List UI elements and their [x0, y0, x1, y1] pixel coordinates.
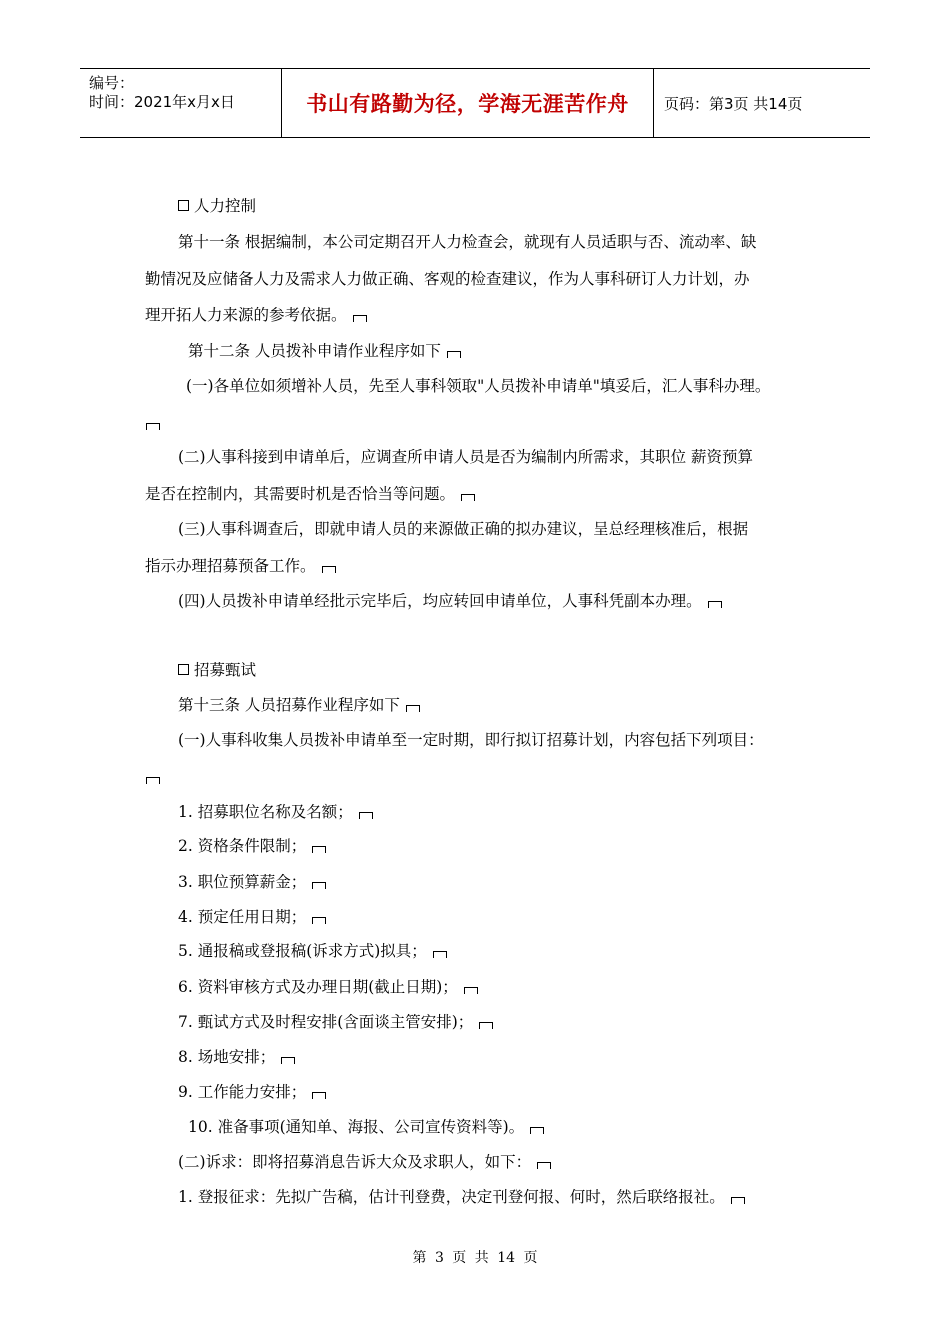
paragraph-mark-icon: [281, 1057, 295, 1064]
list-item: 2. 资格条件限制；: [178, 836, 326, 856]
paragraph-mark-icon: [433, 951, 447, 958]
paragraph-mark-icon: [530, 1127, 544, 1134]
section-heading-manpower-control: 人力控制: [178, 196, 256, 216]
body-line: 第十一条 根据编制，本公司定期召开人力检查会，就现有人员适职与否、流动率、缺: [178, 233, 757, 251]
body-line: (一)人事科收集人员拨补申请单至一定时期，即行拟订招募计划，内容包括下列项目：: [178, 731, 764, 749]
header-motto-cell: [282, 69, 654, 137]
section-heading-recruitment: 招募甄试: [178, 660, 256, 680]
paragraph-mark-icon: [312, 882, 326, 889]
checkbox-icon: [178, 200, 189, 211]
body-line: 理开拓人力来源的参考依据。: [145, 305, 367, 325]
paragraph-mark-icon: [447, 351, 461, 358]
body-line: (三)人事科调查后，即就申请人员的来源做正确的拟办建议，呈总经理核准后，根据: [178, 520, 749, 538]
paragraph-mark-icon: [731, 1197, 745, 1204]
list-item: 8. 场地安排；: [178, 1047, 295, 1067]
body-line: (四)人员拨补申请单经批示完毕后，均应转回申请单位，人事科凭副本办理。: [178, 591, 722, 611]
list-item: 4. 预定任用日期；: [178, 907, 326, 927]
body-line: 勤情况及应储备人力及需求人力做正确、客观的检查建议，作为人事科研订人力计划，办: [145, 270, 750, 288]
list-item: 10. 准备事项(通知单、海报、公司宣传资料等)。: [188, 1117, 544, 1137]
body-line: 是否在控制内，其需要时机是否恰当等问题。: [145, 484, 475, 504]
paragraph-mark-icon: [479, 1022, 493, 1029]
article-heading: 第十三条 人员招募作业程序如下: [178, 695, 420, 715]
header-motto: 书山有路勤为径，学海无涯苦作舟: [306, 92, 629, 116]
list-item: 1. 招募职位名称及名额；: [178, 802, 373, 822]
list-item: 5. 通报稿或登报稿(诉求方式)拟具；: [178, 941, 447, 961]
page-header: [80, 68, 870, 138]
paragraph-mark-icon: [312, 846, 326, 853]
paragraph-mark-icon: [353, 315, 367, 322]
document-number-label: 编号：: [89, 74, 135, 92]
document-date-label: 时间：2021年x月x日: [89, 93, 235, 111]
paragraph-mark-icon: [312, 917, 326, 924]
list-item: 7. 甄试方式及时程安排(含面谈主管安排)；: [178, 1012, 493, 1032]
paragraph-mark-icon: [359, 812, 373, 819]
list-item: 3. 职位预算薪金；: [178, 872, 326, 892]
body-line: [140, 413, 160, 433]
body-line: (一)各单位如须增补人员，先至人事科领取"人员拨补申请单"填妥后，汇人事科办理。: [186, 377, 771, 395]
paragraph-mark-icon: [406, 705, 420, 712]
body-line: [140, 767, 160, 787]
list-item: 6. 资料审核方式及办理日期(截止日期)；: [178, 977, 478, 997]
paragraph-mark-icon: [146, 777, 160, 784]
paragraph-mark-icon: [312, 1092, 326, 1099]
article-heading: 第十二条 人员拨补申请作业程序如下: [188, 341, 461, 361]
header-page-cell: [654, 69, 870, 137]
body-line: 指示办理招募预备工作。: [145, 556, 336, 576]
list-item: 1. 登报征求：先拟广告稿，估计刊登费，决定刊登何报、何时，然后联络报社。: [178, 1187, 745, 1207]
header-left-cell: [80, 69, 282, 137]
paragraph-mark-icon: [537, 1162, 551, 1169]
paragraph-mark-icon: [464, 987, 478, 994]
header-page-info: 页码：第3页 共14页: [664, 94, 803, 113]
body-line: (二)人事科接到申请单后，应调查所申请人员是否为编制内所需求，其职位 薪资预算: [178, 448, 754, 466]
paragraph-mark-icon: [461, 494, 475, 501]
checkbox-icon: [178, 664, 189, 675]
body-line: (二)诉求：即将招募消息告诉大众及求职人，如下：: [178, 1152, 551, 1172]
list-item: 9. 工作能力安排；: [178, 1082, 326, 1102]
paragraph-mark-icon: [708, 601, 722, 608]
paragraph-mark-icon: [322, 566, 336, 573]
page-footer: 第 3 页 共 14 页: [412, 1250, 538, 1266]
paragraph-mark-icon: [146, 423, 160, 430]
